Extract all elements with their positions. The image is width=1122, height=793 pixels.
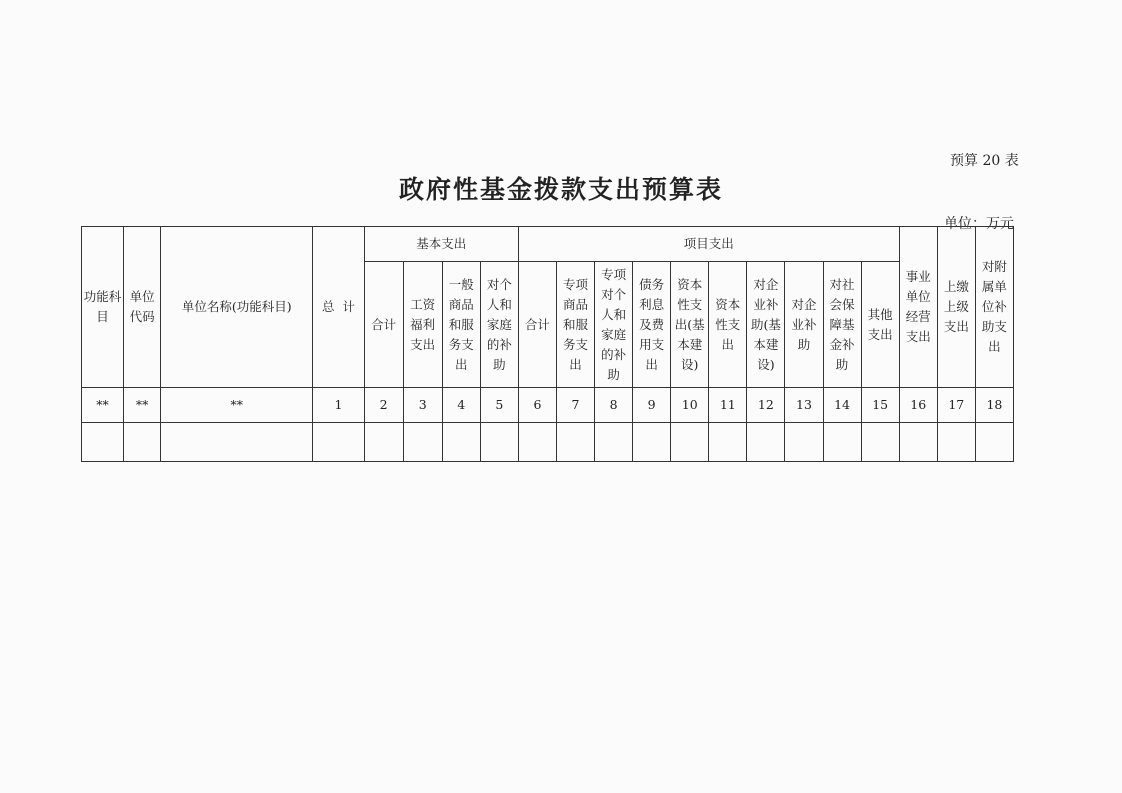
data-cell: [937, 423, 975, 462]
data-cell: [161, 423, 313, 462]
header-project-total: 合计: [518, 262, 556, 388]
data-cell: [82, 423, 124, 462]
data-cell: [899, 423, 937, 462]
data-cell: [595, 423, 633, 462]
header-basic-goods: 一般商品和服务支出: [442, 262, 480, 388]
data-cell: [313, 423, 364, 462]
index-cell: 17: [937, 388, 975, 423]
header-project-group: 项目支出: [518, 227, 899, 262]
index-cell: 7: [556, 388, 594, 423]
index-cell: 5: [480, 388, 518, 423]
index-cell: 4: [442, 388, 480, 423]
index-cell: 2: [364, 388, 403, 423]
data-cell: [442, 423, 480, 462]
header-unit-name: 单位名称(功能科目): [161, 227, 313, 388]
index-row: [82, 388, 1014, 423]
data-cell: [785, 423, 823, 462]
header-total: 总 计: [313, 227, 364, 388]
data-cell: [709, 423, 747, 462]
header-func-subject: 功能科目: [82, 227, 124, 388]
index-cell: 9: [633, 388, 671, 423]
header-subsidiary: 对附属单位补助支出: [975, 227, 1013, 388]
form-number: 预算 20 表: [950, 153, 1019, 169]
data-cell: [518, 423, 556, 462]
index-cell: **: [161, 388, 313, 423]
index-cell: 10: [671, 388, 709, 423]
index-cell: **: [82, 388, 124, 423]
data-cell: [364, 423, 403, 462]
page-title: 政府性基金拨款支出预算表: [398, 175, 723, 204]
index-cell: 11: [709, 388, 747, 423]
unit-label: 单位：万元: [944, 216, 1014, 232]
data-cell: [747, 423, 785, 462]
data-cell: [403, 423, 442, 462]
index-cell: 1: [313, 388, 364, 423]
index-cell: 3: [403, 388, 442, 423]
index-cell: 13: [785, 388, 823, 423]
index-cell: 14: [823, 388, 861, 423]
header-project-other: 其他支出: [861, 262, 899, 388]
index-cell: **: [124, 388, 161, 423]
header-unit-code: 单位代码: [124, 227, 161, 388]
data-cell: [861, 423, 899, 462]
header-basic-group: 基本支出: [364, 227, 518, 262]
header-project-enterprise-construction: 对企业补助(基本建设): [747, 262, 785, 388]
index-cell: 15: [861, 388, 899, 423]
header-project-goods: 专项商品和服务支出: [556, 262, 594, 388]
header-project-capital-construction: 资本性支出(基本建设): [671, 262, 709, 388]
header-project-capital: 资本性支出: [709, 262, 747, 388]
header-basic-salary: 工资福利支出: [403, 262, 442, 388]
header-project-debt: 债务利息及费用支出: [633, 262, 671, 388]
data-cell: [124, 423, 161, 462]
header-basic-total: 合计: [364, 262, 403, 388]
header-project-personal: 专项对个人和家庭的补助: [595, 262, 633, 388]
data-cell: [975, 423, 1013, 462]
header-project-social-security: 对社会保障基金补助: [823, 262, 861, 388]
data-cell: [480, 423, 518, 462]
header-basic-personal: 对个人和家庭的补助: [480, 262, 518, 388]
index-cell: 16: [899, 388, 937, 423]
header-upper-remit: 上缴上级支出: [937, 227, 975, 388]
data-cell: [556, 423, 594, 462]
data-cell: [823, 423, 861, 462]
data-cell: [633, 423, 671, 462]
header-biz-expense: 事业单位经营支出: [899, 227, 937, 388]
data-cell: [671, 423, 709, 462]
index-cell: 12: [747, 388, 785, 423]
header-project-enterprise: 对企业补助: [785, 262, 823, 388]
budget-table: [81, 226, 1014, 462]
index-cell: 18: [975, 388, 1013, 423]
index-cell: 8: [595, 388, 633, 423]
table-row: [82, 423, 1014, 462]
index-cell: 6: [518, 388, 556, 423]
